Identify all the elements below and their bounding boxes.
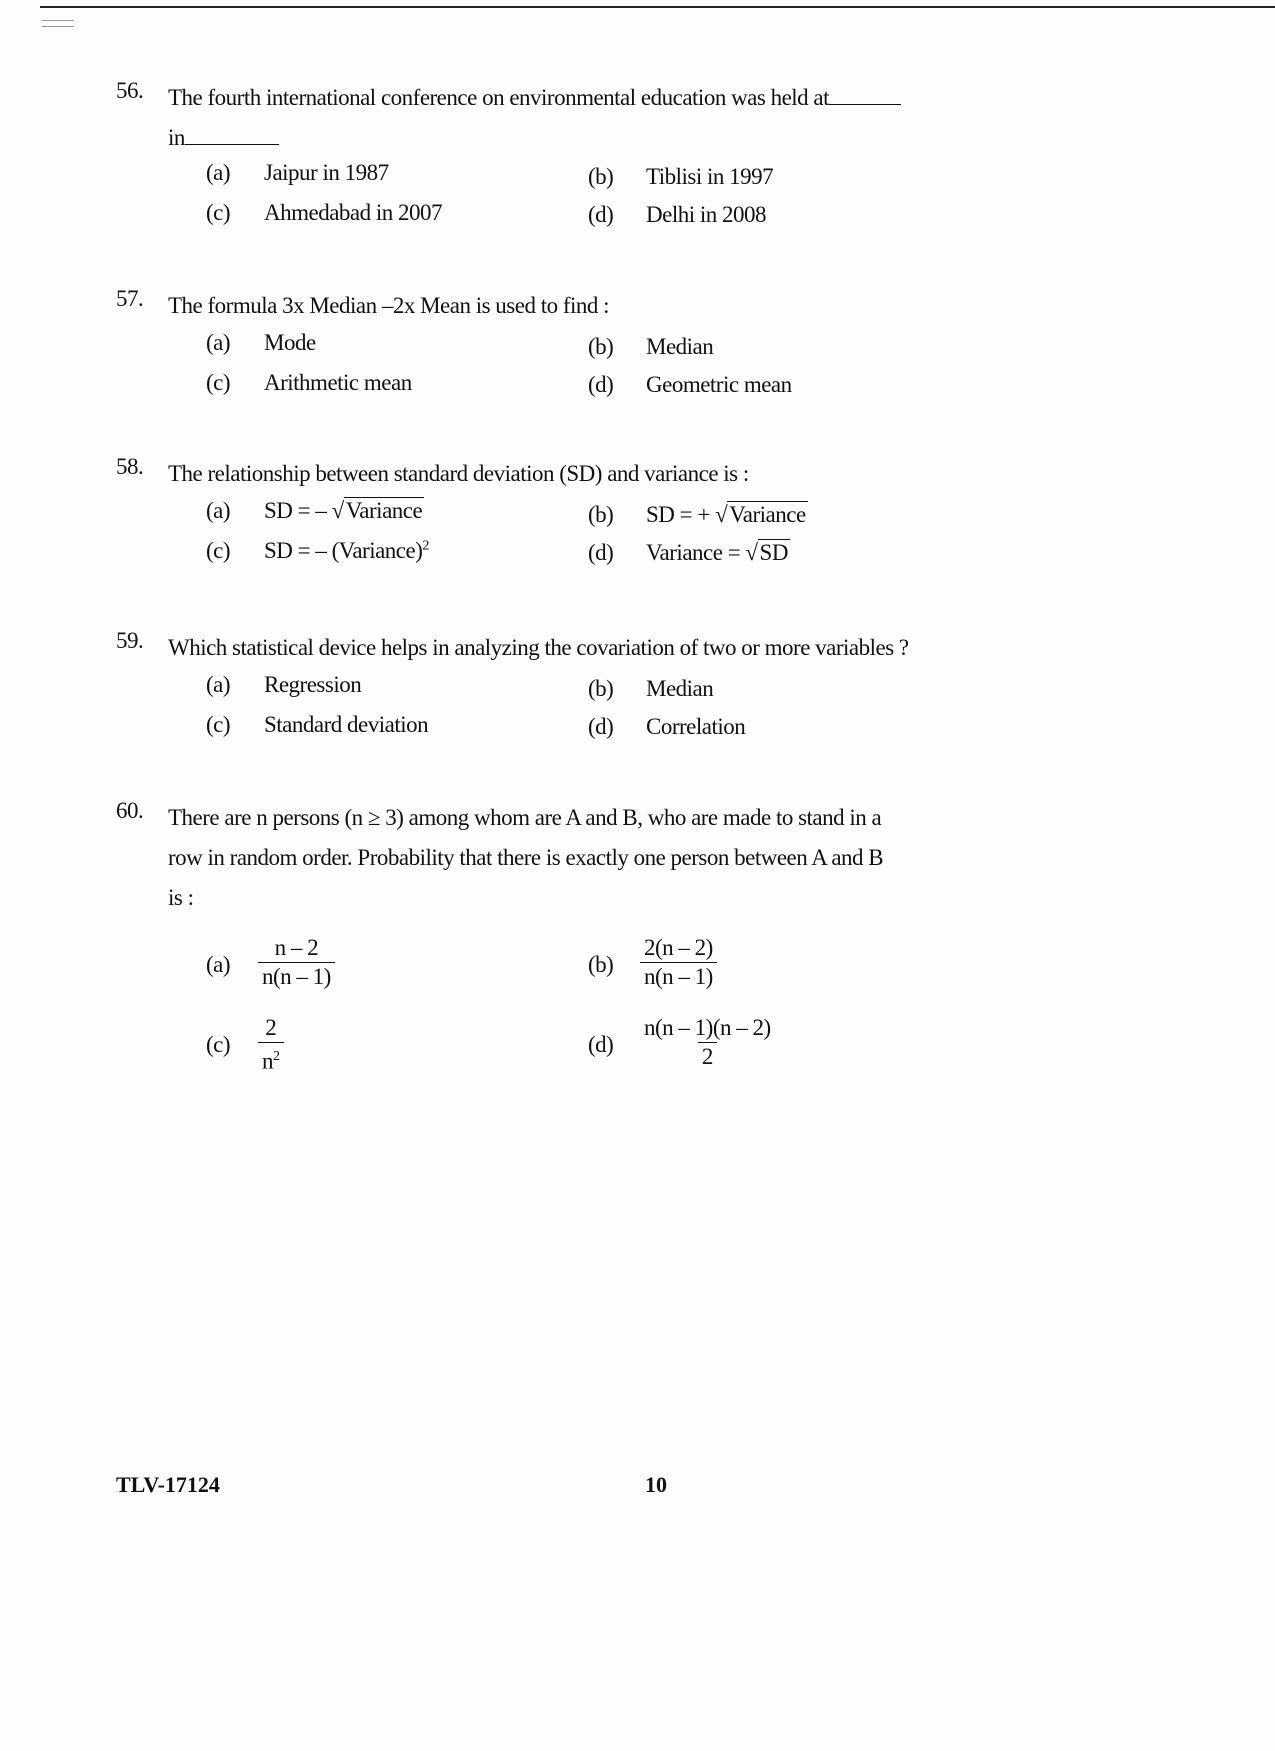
question-number: 58.	[116, 454, 144, 479]
sqrt-expression: √Variance	[715, 502, 806, 527]
question-number: 59.	[116, 628, 144, 653]
fraction: $\frac{2(n - 2)}{n(n - 1)}$	[640, 934, 717, 991]
question-text: The relationship between standard deviation (SD) and variance is :	[168, 461, 749, 486]
page-number: 10	[645, 1472, 667, 1497]
options: (a) SD = – √Variance (b) SD = + √Variance (c) SD = – (Variance)$^2$ (d) Variance = √SD	[206, 498, 806, 565]
fraction: $\frac{n(n - 1)(n - 2)}{2}$	[644, 1015, 771, 1069]
question-number: 56.	[116, 78, 144, 103]
question-text: There are n persons (n ≥ 3) among whom are A and B, who are made to stand in a row in random order. Probability that there is exactly one person between A and B is :	[168, 805, 884, 910]
question-number: 60.	[116, 798, 144, 823]
question-57	[116, 286, 956, 414]
options: (a) Jaipur in 1987 (b) Tiblisi in 1997 (c) Ahmedabad in 2007 (d) Delhi in 2008	[206, 160, 774, 227]
fraction: $\frac{2}{n^2}$	[258, 1014, 284, 1076]
paper-code: TLV-17124	[116, 1472, 220, 1497]
question-number: 57.	[116, 286, 144, 311]
options: (a) Regression (b) Median (c) Standard deviation (d) Correlation	[206, 672, 746, 739]
sqrt-expression: √Variance	[331, 498, 423, 523]
corner-mark	[42, 20, 74, 27]
answer-blank	[185, 122, 279, 145]
question-text: The fourth international conference on environmental education was held at in	[168, 78, 956, 158]
question-58	[116, 454, 956, 582]
answer-blank	[829, 82, 901, 105]
question-56	[116, 78, 956, 244]
question-60	[116, 798, 956, 1104]
fraction: $\frac{n - 2}{n(n - 1)}$	[258, 934, 335, 991]
sqrt-expression: √SD	[745, 540, 788, 565]
question-text: The formula 3x Median –2x Mean is used to find :	[168, 293, 610, 318]
options: (a) Mode (b) Median (c) Arithmetic mean (d) Geometric mean	[206, 330, 792, 397]
question-59	[116, 628, 956, 756]
question-text: Which statistical device helps in analyzing the covariation of two or more variables ?	[168, 635, 909, 660]
options: (a) $\frac{n - 2}{n(n - 1)}$ (b) $\frac{2(n - 2)}{n(n - 1)}$ (c) $\frac{2}{n^2}$ (d) $\frac{n(n - 1)(n - 2)}{2}$	[116, 934, 956, 1104]
top-rule	[40, 6, 1275, 8]
